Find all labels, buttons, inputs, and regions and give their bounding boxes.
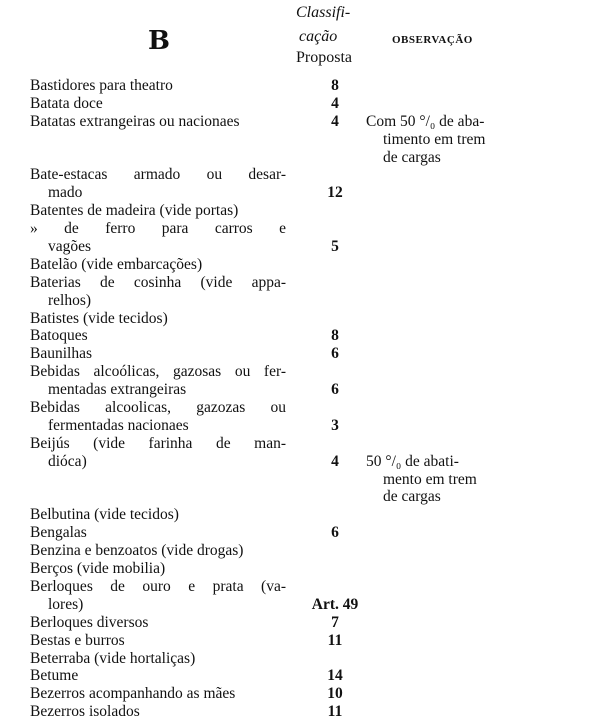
table-entry: [0, 560, 600, 578]
table-row: [0, 596, 600, 614]
table-row: [0, 149, 600, 167]
table-row: [0, 471, 600, 489]
table-entry: [0, 578, 600, 614]
table-row: [0, 220, 600, 238]
table-entry: [0, 95, 600, 113]
observation-text: mento em trem: [383, 470, 477, 488]
table-row: [0, 77, 600, 95]
item-name: Betume: [30, 667, 79, 685]
table-row: [0, 417, 600, 435]
classification-header-line1: Classifi-: [296, 4, 351, 21]
table-row: [0, 363, 600, 381]
table-entry: [0, 345, 600, 363]
item-name: Batelão (vide embarcações): [30, 255, 203, 273]
item-name: Baterias de cosinha (vide appa-: [30, 273, 286, 291]
table-row: [0, 542, 600, 560]
classification-value: 3: [331, 416, 339, 434]
classification-value: 12: [327, 184, 343, 202]
item-name: Belbutina (vide tecidos): [30, 506, 179, 524]
table-row: [0, 274, 600, 292]
table-row: [0, 650, 600, 668]
classification-value: 11: [327, 703, 343, 721]
table-row: [0, 632, 600, 650]
item-name: relhos): [48, 291, 92, 309]
table-row: [0, 399, 600, 417]
observation-text: timento em trem: [383, 130, 486, 148]
table-row: [0, 524, 600, 542]
table-row: [0, 327, 600, 345]
table-entry: [0, 113, 600, 167]
table-row: [0, 184, 600, 202]
item-name: Batoques: [30, 327, 88, 345]
table-row: [0, 667, 600, 685]
item-name: Bezerros acompanhando as mães: [30, 685, 236, 703]
table-entry: [0, 542, 600, 560]
item-name: Baunilhas: [30, 345, 92, 363]
table-row: [0, 488, 600, 506]
classification-value: 8: [331, 77, 339, 94]
table-row: [0, 345, 600, 363]
item-name: Bengalas: [30, 524, 87, 542]
item-name: Bestas e burros: [30, 631, 125, 649]
item-name: Beijús (vide farinha de man-: [30, 434, 286, 452]
table-row: [0, 453, 600, 471]
classification-value: 8: [331, 327, 339, 345]
table-entry: [0, 667, 600, 685]
table-entry: [0, 327, 600, 345]
table-row: [0, 292, 600, 310]
classification-value: Art. 49: [311, 595, 359, 613]
table-row: [0, 256, 600, 274]
item-name: fermentadas nacionaes: [48, 416, 189, 434]
item-name: Batistes (vide tecidos): [30, 309, 168, 327]
item-name: » de ferro para carros e: [30, 220, 286, 238]
table-row: [0, 703, 600, 721]
table-entry: [0, 685, 600, 703]
item-name: Batentes de madeira (vide portas): [30, 202, 239, 220]
item-name: Benzina e benzoatos (vide drogas): [30, 542, 244, 560]
classification-value: 4: [331, 112, 339, 130]
item-name: Batata doce: [30, 94, 103, 112]
classification-value: 10: [327, 685, 343, 703]
table-row: [0, 560, 600, 578]
classification-header-line2: cação: [299, 28, 338, 45]
table-entry: [0, 256, 600, 274]
observation-text: 50 °/₀ de abati-: [366, 452, 459, 470]
table-row: [0, 435, 600, 453]
table-entry: [0, 435, 600, 507]
tariff-table: [0, 77, 600, 721]
observation-text: Com 50 °/₀ de aba-: [366, 112, 485, 130]
item-name: Bezerros isolados: [30, 703, 140, 721]
item-name: lores): [48, 595, 84, 613]
observation-header: OBSERVAÇÃO: [392, 34, 473, 46]
item-name: Berços (vide mobilia): [30, 560, 166, 578]
observation-text: de cargas: [383, 148, 441, 166]
table-row: [0, 614, 600, 632]
classification-value: 7: [331, 613, 339, 631]
classification-value: 5: [331, 238, 339, 256]
table-entry: [0, 632, 600, 650]
table-entry: [0, 703, 600, 721]
table-entry: [0, 310, 600, 328]
classification-value: 4: [331, 452, 339, 470]
item-name: mado: [48, 184, 83, 202]
table-row: [0, 238, 600, 256]
table-entry: [0, 524, 600, 542]
item-name: vagões: [48, 238, 92, 256]
table-entry: [0, 506, 600, 524]
item-name: Berloques de ouro e prata (va-: [30, 577, 286, 595]
table-row: [0, 113, 600, 131]
table-row: [0, 381, 600, 399]
table-row: [0, 685, 600, 703]
item-name: dióca): [48, 452, 87, 470]
classification-value: 6: [331, 524, 339, 542]
item-name: Batatas extrangeiras ou nacionaes: [30, 112, 240, 130]
classification-value: 11: [327, 631, 343, 649]
item-name: mentadas extrangeiras: [48, 381, 187, 399]
section-letter: B: [148, 26, 170, 56]
table-entry: [0, 274, 600, 310]
table-entry: [0, 77, 600, 95]
classification-value: 4: [331, 94, 339, 112]
table-row: [0, 506, 600, 524]
item-name: Bastidores para theatro: [30, 77, 173, 94]
item-name: Berloques diversos: [30, 613, 149, 631]
item-name: Bebidas alcoolicas, gazozas ou: [30, 399, 286, 417]
item-name: Bate-estacas armado ou desar-: [30, 166, 286, 184]
item-name: Beterraba (vide hortaliças): [30, 649, 196, 667]
classification-value: 14: [327, 667, 343, 685]
table-entry: [0, 650, 600, 668]
table-row: [0, 578, 600, 596]
table-row: [0, 310, 600, 328]
classification-header-line3: Proposta: [296, 49, 352, 66]
table-entry: [0, 363, 600, 399]
table-row: [0, 166, 600, 184]
classification-value: 6: [331, 381, 339, 399]
table-entry: [0, 202, 600, 220]
table-row: [0, 202, 600, 220]
table-entry: [0, 220, 600, 256]
item-name: Bebidas alcoólicas, gazosas ou fer-: [30, 363, 286, 381]
classification-value: 6: [331, 345, 339, 363]
table-entry: [0, 399, 600, 435]
table-entry: [0, 166, 600, 202]
observation-text: de cargas: [383, 488, 441, 506]
table-row: [0, 95, 600, 113]
table-row: [0, 131, 600, 149]
table-entry: [0, 614, 600, 632]
